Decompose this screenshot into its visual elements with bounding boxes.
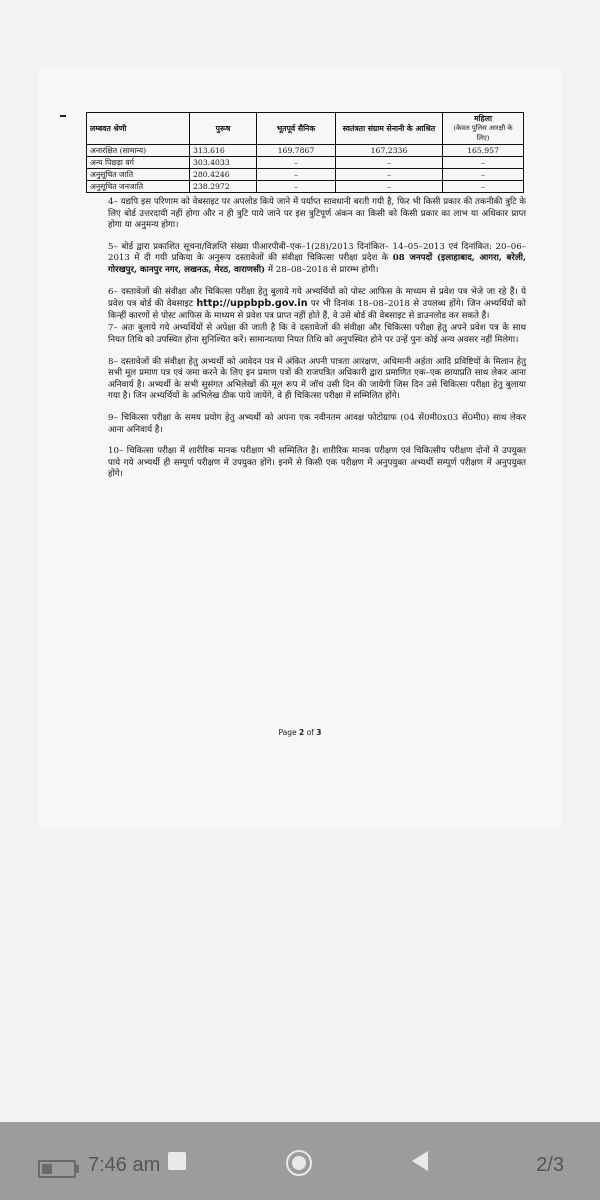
cell-ex-serviceman: – xyxy=(257,157,336,169)
battery-icon xyxy=(38,1160,76,1178)
cell-ex-serviceman: – xyxy=(257,181,336,193)
clock-time: 7:46 am xyxy=(88,1154,161,1176)
table-row xyxy=(87,169,524,181)
cell-freedom-fighter: 167.2336 xyxy=(336,145,443,157)
paragraph-5-districts: 08 जनपदों (इलाहाबाद, आगरा, बरेली, गोरखपुर, कानपुर नगर, लखनऊ, मेरठ, वाराणसी) xyxy=(108,253,526,275)
paragraph-6-text-b: पर भी दिनांक 18–08–2018 से उपलब्ध होंगे। जिन अभ्यर्थियों को किन्हीं कारणों से पोस्ट आफिस के माध्यम से प्रवेश पत्र प्राप्त नहीं होते हैं, वे उसे बोर्ड की वेबसाइट से डाउनलोड कर सकते हैं। xyxy=(108,299,526,321)
cell-freedom-fighter: – xyxy=(336,181,443,193)
header-male: पुरूष xyxy=(190,113,257,145)
table-header-row xyxy=(87,113,524,145)
table-row xyxy=(87,181,524,193)
cell-male: 313.616 xyxy=(190,145,257,157)
header-female-note: (केवल पुलिस आरक्षी के लिए) xyxy=(453,124,513,142)
page-mid: of xyxy=(304,728,317,737)
cell-category: अन्य पिछड़ा वर्ग xyxy=(87,157,190,169)
page-total: 3 xyxy=(316,728,322,737)
scan-mark xyxy=(60,115,66,117)
table-row xyxy=(87,145,524,157)
cell-freedom-fighter: – xyxy=(336,169,443,181)
header-female xyxy=(443,113,524,145)
cell-category: अनारक्षित (सामान्य) xyxy=(87,145,190,157)
back-button[interactable] xyxy=(412,1151,428,1171)
header-category: लम्बवत श्रेणी xyxy=(87,113,190,145)
cell-male: 280.4246 xyxy=(190,169,257,181)
paragraph-4: 4– यद्यपि इस परिणाम को वेबसाइट पर अपलोड किये जाने में पर्याप्त सावधानी बरती गयी है, फिर भी किसी प्रकार की तकनीकी त्रुटि के लिए बोर्ड उत्तरदायी नहीं होगा और न ही त्रुटि पाये जाने पर इस त्रुटिपूर्ण अंकन का किसी को किसी प्रकार का लाभ या अधिकार प्राप्त होगा या अनुमन्य होगा। xyxy=(108,197,526,231)
cell-freedom-fighter: – xyxy=(336,157,443,169)
header-ex-serviceman: भूतपूर्व सैनिक xyxy=(257,113,336,145)
cell-male: 303.4033 xyxy=(190,157,257,169)
paragraph-6 xyxy=(108,287,526,323)
cell-ex-serviceman: – xyxy=(257,169,336,181)
header-freedom-fighter: स्वतंत्रता संग्राम सेनानी के आश्रित xyxy=(336,113,443,145)
battery-level-fill xyxy=(42,1164,52,1174)
page-indicator: 2/3 xyxy=(536,1154,564,1176)
cell-female: – xyxy=(443,181,524,193)
home-button[interactable] xyxy=(286,1150,312,1176)
cell-male: 238.2972 xyxy=(190,181,257,193)
paragraph-8: 8– दस्तावेजों की संवीक्षा हेतु अभ्यर्थी को आवेदन पत्र में अंकित अपनी पात्रता आरक्षण, अधिमानी अर्हता आदि प्रविष्टियों के मिलान हेतु सभी मूल प्रमाण पत्र एवं जमा करने के लिए इन प्रमाण पत्रों की राजपत्रित अधिकारी द्वारा प्रमाणित एक–एक छायाप्रति साथ लेकर आना अनिवार्य है। अभ्यर्थी के सभी सुसंगत अभिलेखों की मूल रूप में जॉच उसी दिन की जायेगी जिस दिन उसे चिकित्सा परीक्षा हेतु बुलाया गया है। जिन अभ्यर्थियों के अभिलेख ठीक पाये जायेंगे, वे ही चिकित्सा परीक्षा में सम्मिलित होंगे। xyxy=(108,356,526,402)
cell-female: 165.957 xyxy=(443,145,524,157)
cell-category: अनुसूचित जाति xyxy=(87,169,190,181)
recent-apps-button[interactable] xyxy=(168,1152,186,1170)
paragraph-9: 9– चिकित्सा परीक्षा के समय प्रयोग हेतु अभ्यर्थी को अपना एक नवीनतम आवक्ष फोटोग्राफ (04 सें0मी0x03 सें0मी0) साथ लेकर आना अनिवार्य है। xyxy=(108,412,526,435)
category-table xyxy=(86,112,524,193)
cell-female: – xyxy=(443,169,524,181)
paragraph-6-text-a: 6– दस्तावेजों की संवीक्षा और चिकित्सा परीक्षा हेतु बुलाये गये अभ्यर्थियों को पोस्ट आफिस के माध्यम से प्रवेश पत्र भेजे जा रहे हैं। ये प्रवेश पत्र बोर्ड की वेबसाइट xyxy=(108,286,526,310)
bottom-navigation-bar xyxy=(0,1122,600,1200)
paragraph-7: 7– अतः बुलाये गये अभ्यर्थियों से अपेक्षा की जाती है कि वे दस्तावेजों की संवीक्षा और चिकित्सा परीक्षा हेतु अपने प्रवेश पत्र के साथ नियत तिथि को उपस्थित होना सुनिश्चित करें। सामान्यतया नियत तिथि को अनुपस्थित होने पर उन्हें पुनः कोई अन्य अवसर नहीं मिलेगा। xyxy=(108,323,526,345)
page-prefix: Page xyxy=(278,728,300,737)
table-row xyxy=(87,157,524,169)
cell-ex-serviceman: 169.7867 xyxy=(257,145,336,157)
website-link[interactable]: http://uppbpb.gov.in xyxy=(196,298,308,310)
document-content xyxy=(76,112,526,481)
page-number-footer xyxy=(0,728,600,737)
cell-female: – xyxy=(443,157,524,169)
cell-category: अनुसूचित जनजाति xyxy=(87,181,190,193)
header-female-label: महिला xyxy=(474,114,492,123)
page-current: 2 xyxy=(299,728,305,737)
paragraph-5-text-b: में 28–08–2018 से प्रारम्भ होगी। xyxy=(265,264,379,275)
paragraph-5 xyxy=(108,242,526,277)
paragraph-5-text-a: 5– बोर्ड द्वारा प्रकाशित सूचना/विज्ञप्ति संख्या पीआरपीबी–एक–1(28)/2013 दिनांकित– 14–05–2013 एवं दिनांकित: 20–06–2013 में दी गयी प्रकिया के अनुरूप दस्तावेजों की संवीक्षा चिकित्सा परीक्षा प्रदेश के xyxy=(108,241,526,264)
paragraph-10: 10– चिकित्सा परीक्षा में शारीरिक मानक परीक्षण भी सम्मिलित है। शारीरिक मानक परीक्षण एवं चिकित्सीय परीक्षण दोनों में उपयुक्त पाये गये अभ्यर्थी ही सम्पूर्ण परीक्षण में उपयुक्त होंगे। इनमें से किसी एक परीक्षण में अनुपयुक्त अभ्यर्थी सम्पूर्ण परीक्षण में अनुपयुक्त होंगे। xyxy=(108,446,526,480)
